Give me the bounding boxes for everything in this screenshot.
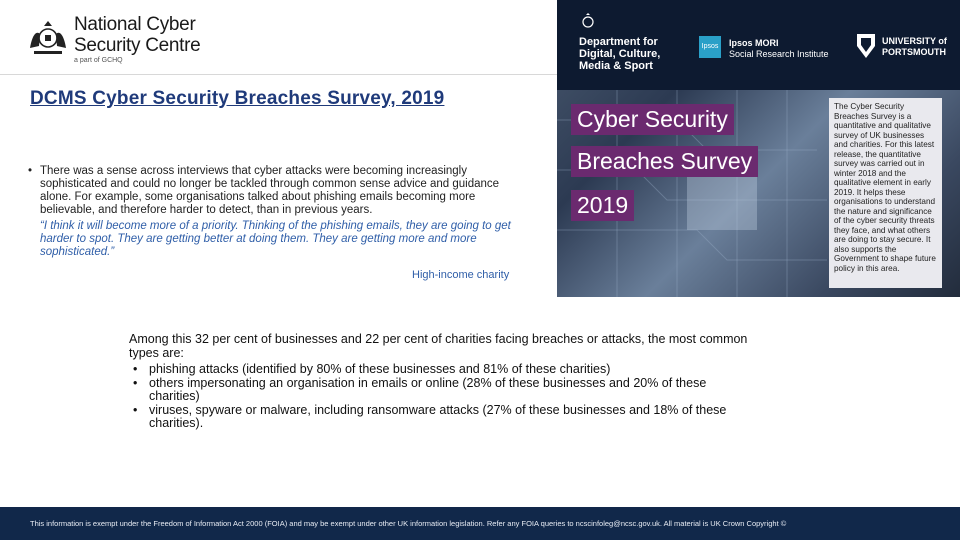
- bullet-marker: •: [133, 375, 138, 390]
- quote-attribution: High-income charity: [412, 269, 510, 281]
- ncsc-subline: a part of GCHQ: [74, 57, 123, 64]
- uop-line2: PORTSMOUTH: [882, 47, 946, 57]
- findings-paragraph: There was a sense across interviews that cyber attacks were becoming increasingly sophisticated and could no longer be tackled through common sense advice and guidance alone. For example, some organisations talked about phishing emails becoming more believable, and therefore harder to detect, than in previous years.: [40, 165, 500, 216]
- dcms-line3: Media & Sport: [579, 60, 653, 72]
- attack-types-list: [129, 363, 749, 431]
- list-item-text: others impersonating an organisation in emails or online (28% of these businesses and 20% of these charities): [149, 375, 707, 403]
- university-logo-text: [882, 36, 947, 58]
- qualitative-findings: [28, 165, 528, 259]
- list-item-text: viruses, spyware or malware, including ransomware attacks (27% of these businesses and 18% of these charities).: [149, 402, 727, 430]
- slide-title[interactable]: DCMS Cyber Security Breaches Survey, 2019: [30, 88, 445, 109]
- dcms-logo-text: [579, 36, 660, 72]
- ipsos-logo-mark: Ipsos: [699, 36, 721, 58]
- ipsos-logo-text: [729, 38, 829, 60]
- ncsc-name-line2: Security Centre: [74, 35, 201, 56]
- cover-description: The Cyber Security Breaches Survey is a quantitative and qualitative survey of UK businesses and charities. For this latest release, the quantitative survey was carried out in winter 2018 and the qualitative element in early 2019. It helps these organisations to understand the nature and significance of the cyber security threats they face, and what others are doing to stay secure. It also supports the Government to shape future policy in this area.: [829, 98, 942, 288]
- list-item-text: phishing attacks (identified by 80% of these businesses and 81% of these charities): [149, 362, 611, 376]
- footer-disclaimer: This information is exempt under the Freedom of Information Act 2000 (FOIA) and may be exempt under other UK information legislation. Refer any FOIA queries to ncscinfoleg@ncsc.gov.uk. All material is UK Crown Copyright ©: [30, 519, 787, 528]
- list-item: [129, 404, 749, 431]
- dcms-crest-icon: [579, 12, 597, 30]
- ncsc-logo: [26, 14, 226, 64]
- ncsc-name-line1: National Cyber: [74, 14, 196, 35]
- ipsos-line2: Social Research Institute: [729, 49, 829, 59]
- bullet-marker: •: [133, 402, 138, 417]
- university-logo-icon: [855, 32, 877, 60]
- ncsc-name: [74, 14, 200, 56]
- footer-bar: [0, 507, 960, 540]
- list-item: [129, 377, 749, 404]
- attack-types-summary: [129, 333, 749, 431]
- cover-title-line1: Cyber Security: [571, 104, 734, 135]
- stats-intro: Among this 32 per cent of businesses and 22 per cent of charities facing breaches or attacks, the most common types are:: [129, 332, 748, 360]
- report-cover-image: [557, 0, 960, 297]
- bullet-marker: •: [133, 362, 138, 376]
- uop-line1: UNIVERSITY of: [882, 36, 947, 46]
- header-divider: [0, 74, 560, 75]
- bullet-marker: •: [28, 165, 33, 177]
- dcms-line1: Department for: [579, 36, 658, 48]
- cover-title-line3: 2019: [571, 190, 634, 221]
- ipsos-line1: Ipsos MORI: [729, 38, 779, 48]
- list-item: [129, 363, 749, 377]
- dcms-line2: Digital, Culture,: [579, 48, 661, 60]
- royal-crest-icon: [26, 18, 70, 58]
- cover-title-line2: Breaches Survey: [571, 146, 758, 177]
- interview-quote: “I think it will become more of a priority. Thinking of the phishing emails, they are going to get harder to spot. They are getting better at doing them. They are getting more and more sophisticated.”: [40, 220, 511, 258]
